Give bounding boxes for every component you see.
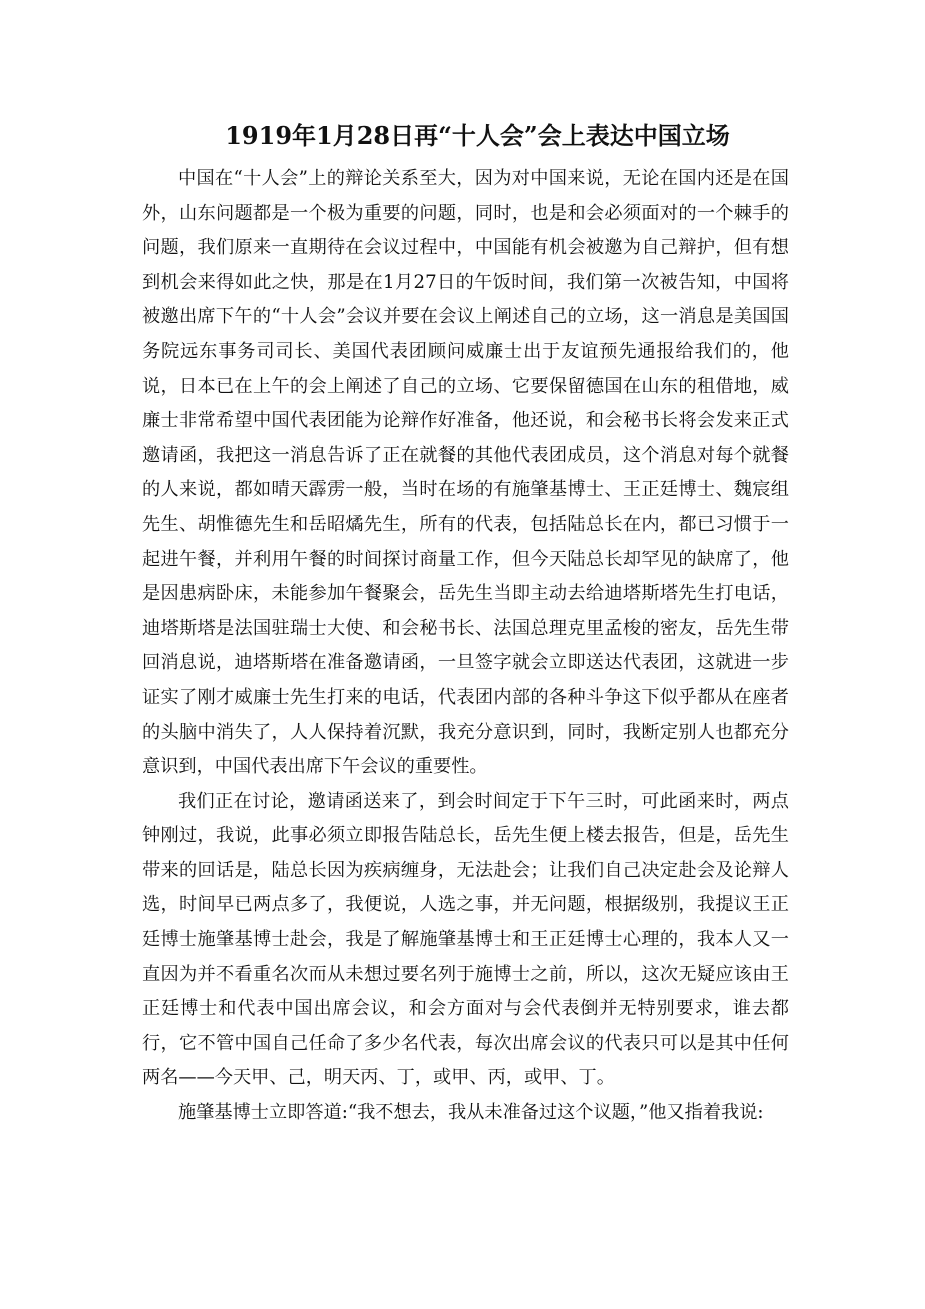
document-body: [142, 162, 789, 1131]
paragraph-3: 施肇基博士立即答道:“我不想去，我从未准备过这个议题，”他又指着我说:: [178, 1102, 764, 1124]
document-title: 1919年1月28日再“十人会”会上表达中国立场: [225, 121, 730, 150]
paragraph-2: 我们正在讨论，邀请函送来了，到会时间定于下午三时，可此函来时，两点钟刚过，我说，此事必须立即报告陆总长，岳先生便上楼去报告，但是，岳先生带来的回话是，陆总长因为疾病缠身，无法赴会；让我们自己决定赴会及论辩人选，时间早已两点多了，我便说，人选之事，并无问题，根据级别，我提议王正廷博士施肇基博士赴会，我是了解施肇基博士和王正廷博士心理的，我本人又一直因为并不看重名次而从未想过要名列于施博士之前，所以，这次无疑应该由王正廷博士和代表中国出席会议，和会方面对与会代表倒并无特别要求，谁去都行，它不管中国自己任命了多少名代表，每次出席会议的代表只可以是其中任何两名——今天甲、己，明天丙、丁，或甲、丙，或甲、丁。: [142, 790, 789, 1089]
paragraph-1: 中国在“十人会”上的辩论关系至大，因为对中国来说，无论在国内还是在国外，山东问题都是一个极为重要的问题，同时，也是和会必须面对的一个棘手的问题，我们原来一直期待在会议过程中，中国能有机会被邀为自己辩护，但有想到机会来得如此之快，那是在1月27日的午饭时间，我们第一次被告知，中国将被邀出席下午的“十人会”会议并要在会议上阐述自己的立场，这一消息是美国国务院远东事务司司长、美国代表团顾问威廉士出于友谊预先通报给我们的，他说，日本已在上午的会上阐述了自己的立场、它要保留德国在山东的租借地，威廉士非常希望中国代表团能为论辩作好准备，他还说，和会秘书长将会发来正式邀请函，我把这一消息告诉了正在就餐的其他代表团成员，这个消息对每个就餐的人来说，都如晴天霹雳一般，当时在场的有施肇基博士、王正廷博士、魏宸组先生、胡惟德先生和岳昭燏先生，所有的代表，包括陆总长在内，都已习惯于一起进午餐，并利用午餐的时间探讨商量工作，但今天陆总长却罕见的缺席了，他是因患病卧床，未能参加午餐聚会，岳先生当即主动去给迪塔斯塔先生打电话，迪塔斯塔是法国驻瑞士大使、和会秘书长、法国总理克里孟梭的密友，岳先生带回消息说，迪塔斯塔在准备邀请函，一旦签字就会立即送达代表团，这就进一步证实了刚才威廉士先生打来的电话，代表团内部的各种斗争这下似乎都从在座者的头脑中消失了，人人保持着沉默，我充分意识到，同时，我断定别人也都充分意识到，中国代表出席下午会议的重要性。: [142, 168, 789, 778]
